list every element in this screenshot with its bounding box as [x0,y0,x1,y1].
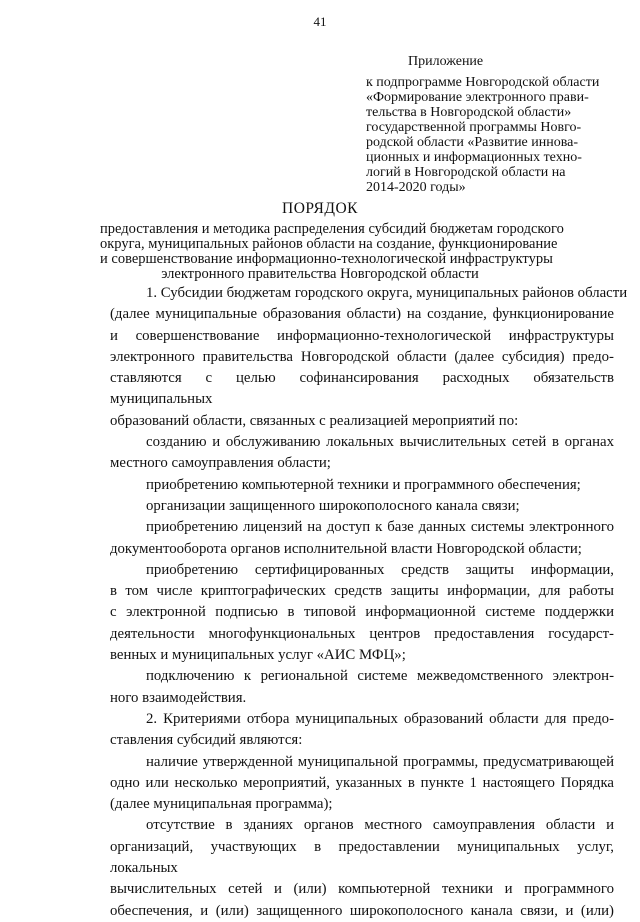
appendix-block [366,54,610,195]
document-body [110,283,628,922]
body-line: 2. Критериями отбора муниципальных образований области для предо- [146,710,614,727]
appendix-line: государственной программы Новго- [366,120,582,135]
body-line: документооборота органов исполнительной власти Новгородской области; [110,540,582,557]
body-line: ного взаимодействия. [110,689,247,706]
body-line: ставления субсидий являются: [110,732,303,749]
appendix-title: Приложение [408,54,484,69]
appendix-line: 2014-2020 годы» [366,180,466,195]
body-line: организаций, участвующих в предоставлении муниципальных услуг, локальных [110,838,614,877]
body-line: одно или несколько мероприятий, указанных в пункте 1 настоящего Порядка [110,774,614,791]
body-line: вычислительных сетей и (или) компьютерной техники и программного [110,881,614,898]
subtitle-line: округа, муниципальных районов области на создание, функционирование [100,236,558,252]
body-line: (далее муниципальные образования области) на создание, функционирование [110,306,614,323]
body-line: местного самоуправления области; [110,455,331,472]
appendix-line: к подпрограмме Новгородской области [366,75,600,90]
document-title: ПОРЯДОК [282,200,358,217]
body-line: созданию и обслуживанию локальных вычислительных сетей в органах [146,434,614,451]
body-line: приобретению сертифицированных средств защиты информации, [146,561,614,578]
body-line: и совершенствование информационно-технологической инфраструктуры [110,327,614,344]
appendix-line: родской области «Развитие иннова- [366,135,579,150]
body-line: с электронной подписью в типовой информационной системе поддержки [110,604,614,621]
appendix-line: ционных и информационных техно- [366,150,582,165]
page-number: 41 [313,14,327,29]
body-line: обеспечения, и (или) защищенного широкополосного канала связи, и (или) [110,902,614,919]
body-line: организации защищенного широкополосного канала связи; [146,497,520,514]
body-line: приобретению компьютерной техники и программного обеспечения; [146,476,581,493]
appendix-line: тельства в Новгородской области» [366,105,572,120]
body-line: (далее муниципальная программа); [110,796,333,813]
body-line: деятельности многофункциональных центров предоставления государст- [110,625,614,642]
body-line: приобретению лицензий на доступ к базе данных системы электронного [146,519,614,536]
appendix-line: логий в Новгородской области на [366,165,566,180]
body-line: отсутствие в зданиях органов местного самоуправления области и [146,817,614,834]
subtitle-line: электронного правительства Новгородской области [161,266,479,282]
subtitle-line: предоставления и методика распределения субсидий бюджетам городского [100,221,564,237]
body-line: венных и муниципальных услуг «АИС МФЦ»; [110,647,406,664]
body-line: электронного правительства Новгородской области (далее субсидия) предо- [110,348,614,365]
body-line: ставляются с целью софинансирования расходных обязательств муниципальных [110,370,614,408]
body-line: в том числе криптографических средств защиты информации, для работы [110,583,614,600]
body-line: 1. Субсидии бюджетам городского округа, муниципальных районов области [146,285,628,301]
body-line: подключению к региональной системе межведомственного электрон- [146,668,614,685]
body-line: наличие утвержденной муниципальной программы, предусматривающей [146,753,614,770]
subtitle-line: и совершенствование информационно-технологической инфраструктуры [100,251,553,267]
document-subtitle [100,221,564,282]
appendix-line: «Формирование электронного прави- [366,90,589,105]
body-line: образований области, связанных с реализацией мероприятий по: [110,412,519,429]
